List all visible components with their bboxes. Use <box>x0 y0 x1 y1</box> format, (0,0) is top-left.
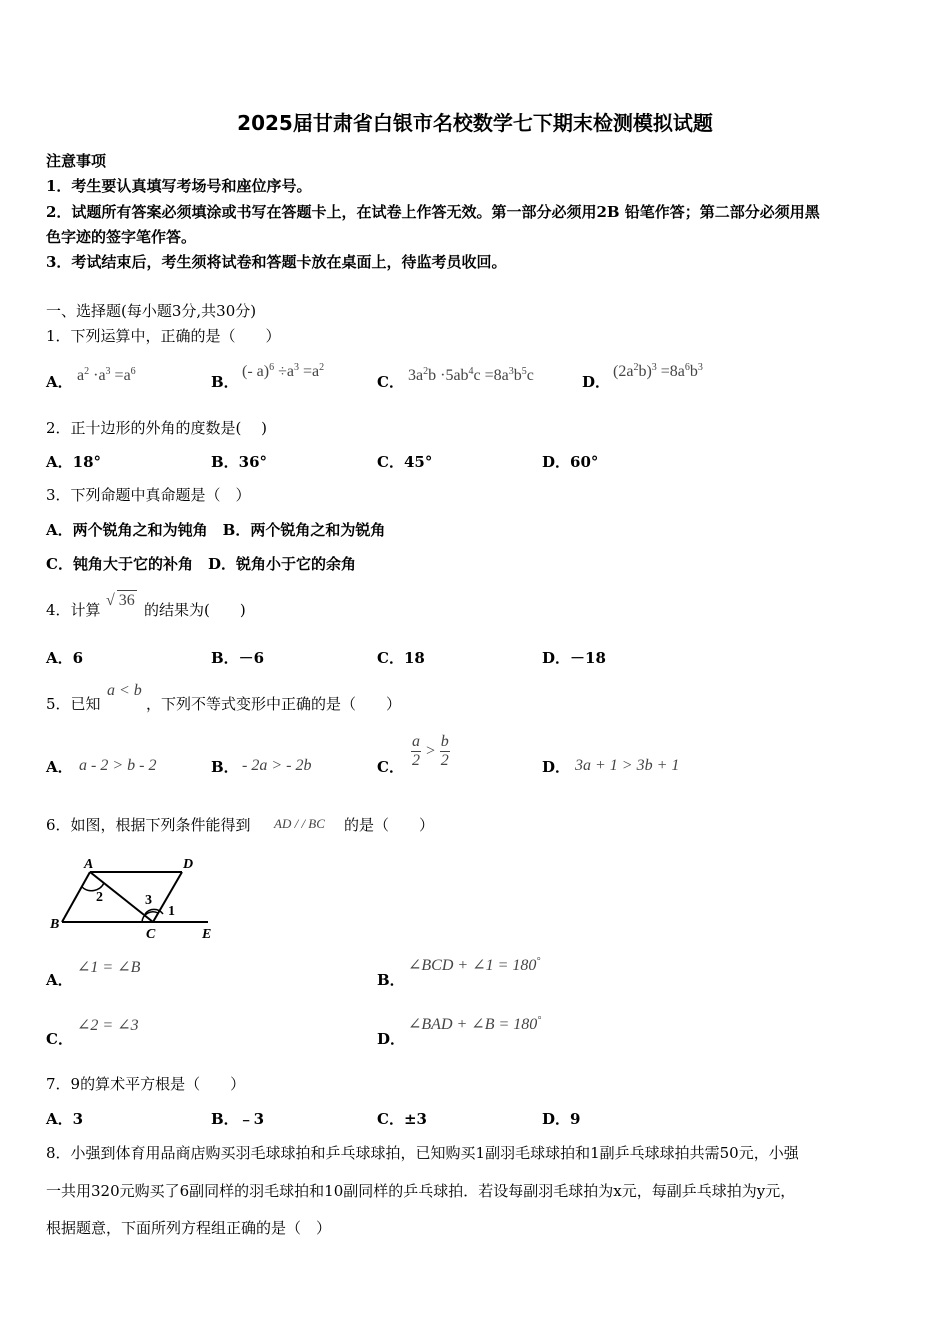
notice-item: 2．试题所有答案必须填涂或书写在答题卡上，在试卷上作答无效。第一部分必须用2B 铅笔作答；第二部分必须用黑 <box>46 203 820 221</box>
page-title: 2025届甘肃省白银市名校数学七下期末检测模拟试题 <box>237 111 713 135</box>
q4-option: C．18 <box>377 649 425 667</box>
q4-prefix: 4．计算 <box>46 601 101 619</box>
q5-option-c-expr: $\frac{a}{2}$ > $\frac{b}{2}$ <box>412 733 449 769</box>
q5-option-b-expr: - 2a > - 2b <box>242 757 312 774</box>
q1-option-label: C． <box>377 373 404 391</box>
q1-option-d-expr: $(2a^2b)^3 =8a^6b^3$ <box>613 362 703 380</box>
q2-option: C．45° <box>377 453 433 471</box>
q6-suffix: 的是（ ） <box>344 816 435 834</box>
q6-option-label: C． <box>46 1030 73 1048</box>
q6-option-d-expr: ∠BAD + ∠B = 180° <box>408 1015 542 1033</box>
q5-option-label: B． <box>211 758 239 776</box>
notice-item: 3．考试结束后，考生须将试卷和答题卡放在桌面上，待监考员收回。 <box>46 253 507 271</box>
q1-option-c-expr: $3a^2b \cdot 5ab^4c =8a^3b^5c$ <box>408 366 534 384</box>
notice-item: 色字迹的签字笔作答。 <box>46 228 197 246</box>
q8-line: 根据题意，下面所列方程组正确的是（ ） <box>46 1219 332 1237</box>
q1-stem: 1．下列运算中，正确的是（ ） <box>46 327 281 345</box>
q5-option-a-expr: a - 2 > b - 2 <box>79 757 157 774</box>
geometry-figure <box>46 852 226 944</box>
q8-line: 8．小强到体育用品商店购买羽毛球球拍和乒乓球球拍，已知购买1副羽毛球球拍和1副乒乓球球拍共需50元，小强 <box>46 1144 799 1162</box>
q4-suffix: 的结果为( ) <box>144 601 246 619</box>
q6-option-a-expr: ∠1 = ∠B <box>77 959 141 976</box>
q1-option-b-expr: (- $a)^6 \div a^3 =a^2$ <box>242 362 325 380</box>
q7-option: A．3 <box>46 1110 84 1128</box>
q6-option-label: B． <box>377 971 405 989</box>
q7-stem: 7．9的算术平方根是（ ） <box>46 1075 246 1093</box>
q6-option-b-expr: ∠BCD + ∠1 = 180° <box>408 956 541 974</box>
q4-radicand: 36 <box>118 592 135 609</box>
figure-label-B: B <box>50 917 60 932</box>
q3-stem: 3．下列命题中真命题是（ ） <box>46 486 251 504</box>
q5-option-label: C． <box>377 758 404 776</box>
q4-sqrt: √ 36 <box>106 592 135 609</box>
q1-option-label: B． <box>211 373 239 391</box>
q6-option-c-expr: ∠2 = ∠3 <box>77 1017 139 1034</box>
figure-label-E: E <box>202 927 212 942</box>
figure-label-C: C <box>146 927 156 942</box>
q8-line: 一共用320元购买了6副同样的羽毛球拍和10副同样的乒乓球拍．若设每副羽毛球拍为x元，每副乒乓球拍为y元， <box>46 1182 796 1200</box>
q5-suffix: ，下列不等式变形中正确的是（ ） <box>146 695 402 713</box>
q5-option-label: D． <box>542 758 571 776</box>
notice-item: 1．考生要认真填写考场号和座位序号。 <box>46 177 312 195</box>
q2-option: A．18° <box>46 453 102 471</box>
q1-option-label: A． <box>46 373 73 391</box>
q2-option: B．36° <box>211 453 268 471</box>
q7-option: B．﹣3 <box>211 1110 265 1128</box>
q2-stem: 2．正十边形的外角的度数是( ) <box>46 419 268 437</box>
q6-option-label: A． <box>46 971 73 989</box>
figure-angle-3: 3 <box>145 893 152 908</box>
q4-option: D．－18 <box>542 649 606 667</box>
figure-label-D: D <box>183 857 194 872</box>
q6-prefix: 6．如图，根据下列条件能得到 <box>46 816 251 834</box>
q2-option: D．60° <box>542 453 599 471</box>
q7-option: D．9 <box>542 1110 581 1128</box>
figure-label-A: A <box>84 857 94 872</box>
figure-angle-2: 2 <box>96 890 103 905</box>
q5-prefix: 5．已知 <box>46 695 101 713</box>
notice-heading: 注意事项 <box>46 152 107 170</box>
q3-options-row: C．钝角大于它的补角 D．锐角小于它的余角 <box>46 555 356 573</box>
q7-option: C．±3 <box>377 1110 427 1128</box>
section-heading: 一、选择题(每小题3分,共30分) <box>46 302 257 320</box>
q6-option-label: D． <box>377 1030 406 1048</box>
q5-option-label: A． <box>46 758 73 776</box>
figure-angle-1: 1 <box>168 904 175 919</box>
q5-option-d-expr: 3a + 1 > 3b + 1 <box>575 757 680 774</box>
q1-option-a-expr: $a^2 \cdot a^3 =a^6$ <box>77 366 136 384</box>
q4-option: A．6 <box>46 649 84 667</box>
q3-options-row: A．两个锐角之和为钝角 B．两个锐角之和为锐角 <box>46 521 386 539</box>
q4-option: B．－6 <box>211 649 265 667</box>
q1-option-label: D． <box>582 373 611 391</box>
q5-condition: a < b <box>107 682 142 699</box>
q6-condition: AD / / BC <box>274 816 325 831</box>
